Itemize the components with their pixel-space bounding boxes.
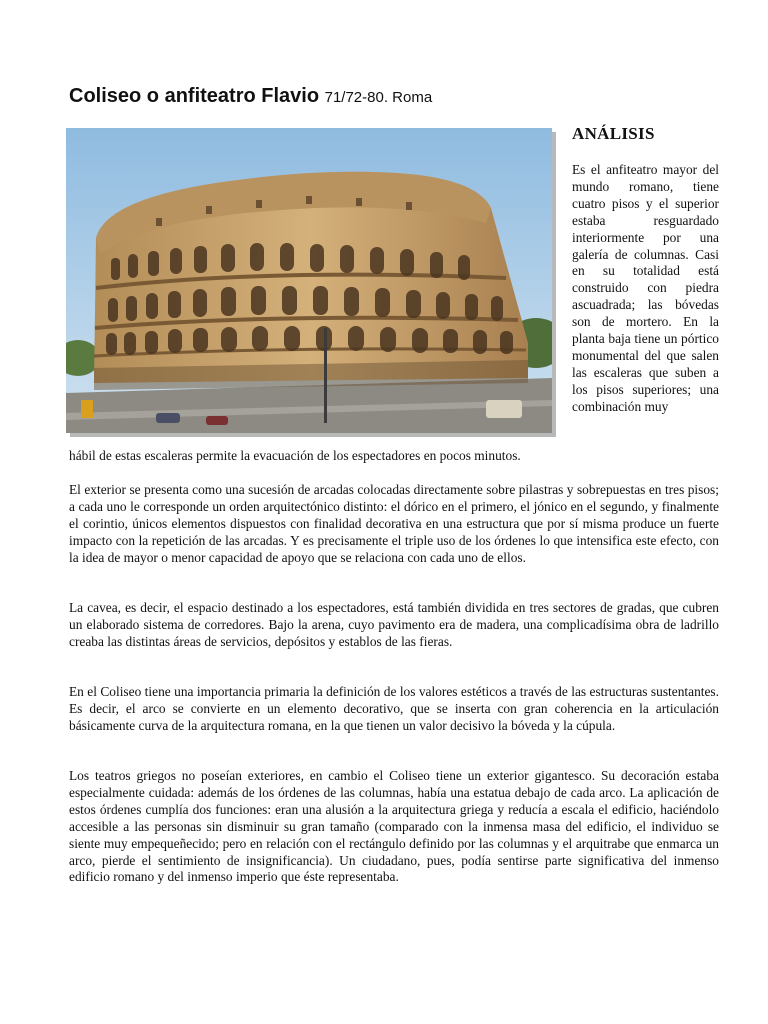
body-paragraph-1: El exterior se presenta como una sucesión de arcadas colocadas directamente sobre pilastras y sobrepuestas en tres pisos; a cada uno le corresponde un orden arquitectónico distinto: el dórico en el primero, el jónico en el segundo, y finalmente el corintio, únicos elementos dispuestos con finalidad decorativa en una estructura que por sí misma produce un fuerte impacto con la repetición de las arcadas. Y es precisamente el triple uso de los órdenes lo que intensifica este efecto, con la idea de mayor o menor capacidad de apoyo que se relaciona con cada uno de ellos. — [69, 482, 719, 565]
body-paragraph-3: En el Coliseo tiene una importancia primaria la definición de los valores estéticos a través de las estructuras sustentantes. Es decir, el arco se convierte en un elemento decorativo, que se inserta con gran coherencia en la articulación básicamente curva de la arquitectura romana, en la que tienen un valor decisivo la bóveda y la cúpula. — [69, 684, 719, 733]
colosseum-illustration — [66, 128, 552, 433]
page-title — [69, 85, 432, 108]
colosseum-photo — [66, 128, 552, 433]
body-paragraph-4: Los teatros griegos no poseían exteriores, en cambio el Coliseo tiene un exterior gigantesco. Su decoración estaba especialmente cuidada: además de los órdenes de las columnas, había una estatua debajo de cada arco. La aplicación de estos órdenes cumplía dos funciones: eran una alusión a la arquitectura griega y reducía a escala el edificio, haciéndolo accesible a las personas sin disminuir su gran tamaño (comparado con la inmensa masa del edificio, el individuo se siente muy empequeñecido; pero en relación con el rectángulo definido por las columnas y el arquitrabe que enmarca un arco, pierde el sentimiento de insignificancia). Un ciudadano, pues, podía sentirse parte significativa del inmenso edificio romano y del inmenso imperio que éste representaba. — [69, 768, 719, 885]
body-paragraph-2: La cavea, es decir, el espacio destinado a los espectadores, está también dividida en tres sectores de gradas, que cubren un elaborado sistema de corredores. Bajo la arena, cuyo pavimento era de madera, una complicadísima obra de ladrillo creaba las distintas áreas de servicios, depósitos y establos de las fieras. — [69, 600, 719, 649]
title-date-place: 71/72-80. Roma — [324, 89, 433, 106]
side-paragraph-continuation: hábil de estas escaleras permite la evacuación de los espectadores en pocos minutos. — [69, 448, 521, 463]
section-heading-analisis: ANÁLISIS — [572, 124, 655, 143]
side-paragraph: Es el anfiteatro mayor del mundo romano, tiene cuatro pisos y el superior estaba resguardado interiormente por una galería de columnas. Casi en su totalidad está construido con piedra ascuadrada; las bóvedas son de mortero. En la planta baja tiene un pórtico monumental del que salen las escaleras que suben a los pisos superiores; una combinación muy — [572, 162, 719, 414]
title-main: Coliseo o anfiteatro Flavio — [69, 85, 320, 107]
